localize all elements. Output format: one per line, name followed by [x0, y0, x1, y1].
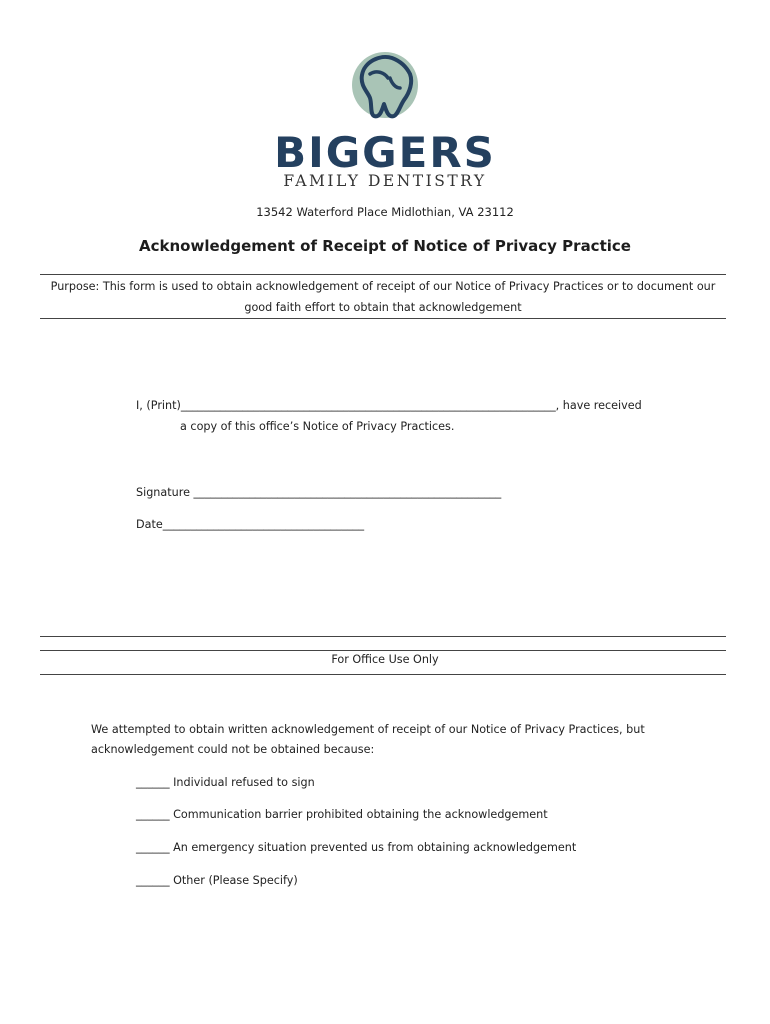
print-name-field[interactable]: I, (Print)___________________________________________________________________, have received [136, 399, 642, 412]
purpose-line: good faith effort to obtain that acknowledgement [244, 301, 522, 314]
office-intro-line: We attempted to obtain written acknowledgement of receipt of our Notice of Privacy Practices, but [91, 723, 645, 736]
office-use-heading: For Office Use Only [331, 653, 439, 666]
reason-refused[interactable]: ______ Individual refused to sign [136, 776, 315, 789]
divider [40, 650, 726, 651]
divider [40, 674, 726, 675]
office-address: 13542 Waterford Place Midlothian, VA 23112 [256, 205, 514, 219]
purpose-line: Purpose: This form is used to obtain acknowledgement of receipt of our Notice of Privacy Practices or to document our [50, 280, 716, 293]
print-name-continuation: a copy of this office’s Notice of Privacy Practices. [180, 420, 455, 433]
divider [40, 636, 726, 637]
office-intro-line: acknowledgement could not be obtained because: [91, 743, 375, 756]
divider [40, 318, 726, 319]
reason-communication-barrier[interactable]: ______ Communication barrier prohibited obtaining the acknowledgement [136, 808, 548, 821]
date-field[interactable]: Date____________________________________ [136, 518, 365, 531]
reason-other[interactable]: ______ Other (Please Specify) [136, 874, 298, 887]
purpose-statement [40, 276, 726, 318]
divider [40, 274, 726, 275]
signature-field[interactable]: Signature _______________________________________________________ [136, 486, 502, 499]
brand-subtitle: FAMILY DENTISTRY [283, 172, 487, 190]
document-title: Acknowledgement of Receipt of Notice of Privacy Practice [139, 237, 631, 255]
reason-emergency[interactable]: ______ An emergency situation prevented us from obtaining acknowledgement [136, 841, 577, 854]
tooth-logo-icon [340, 40, 430, 130]
brand-name: BIGGERS [274, 128, 496, 177]
